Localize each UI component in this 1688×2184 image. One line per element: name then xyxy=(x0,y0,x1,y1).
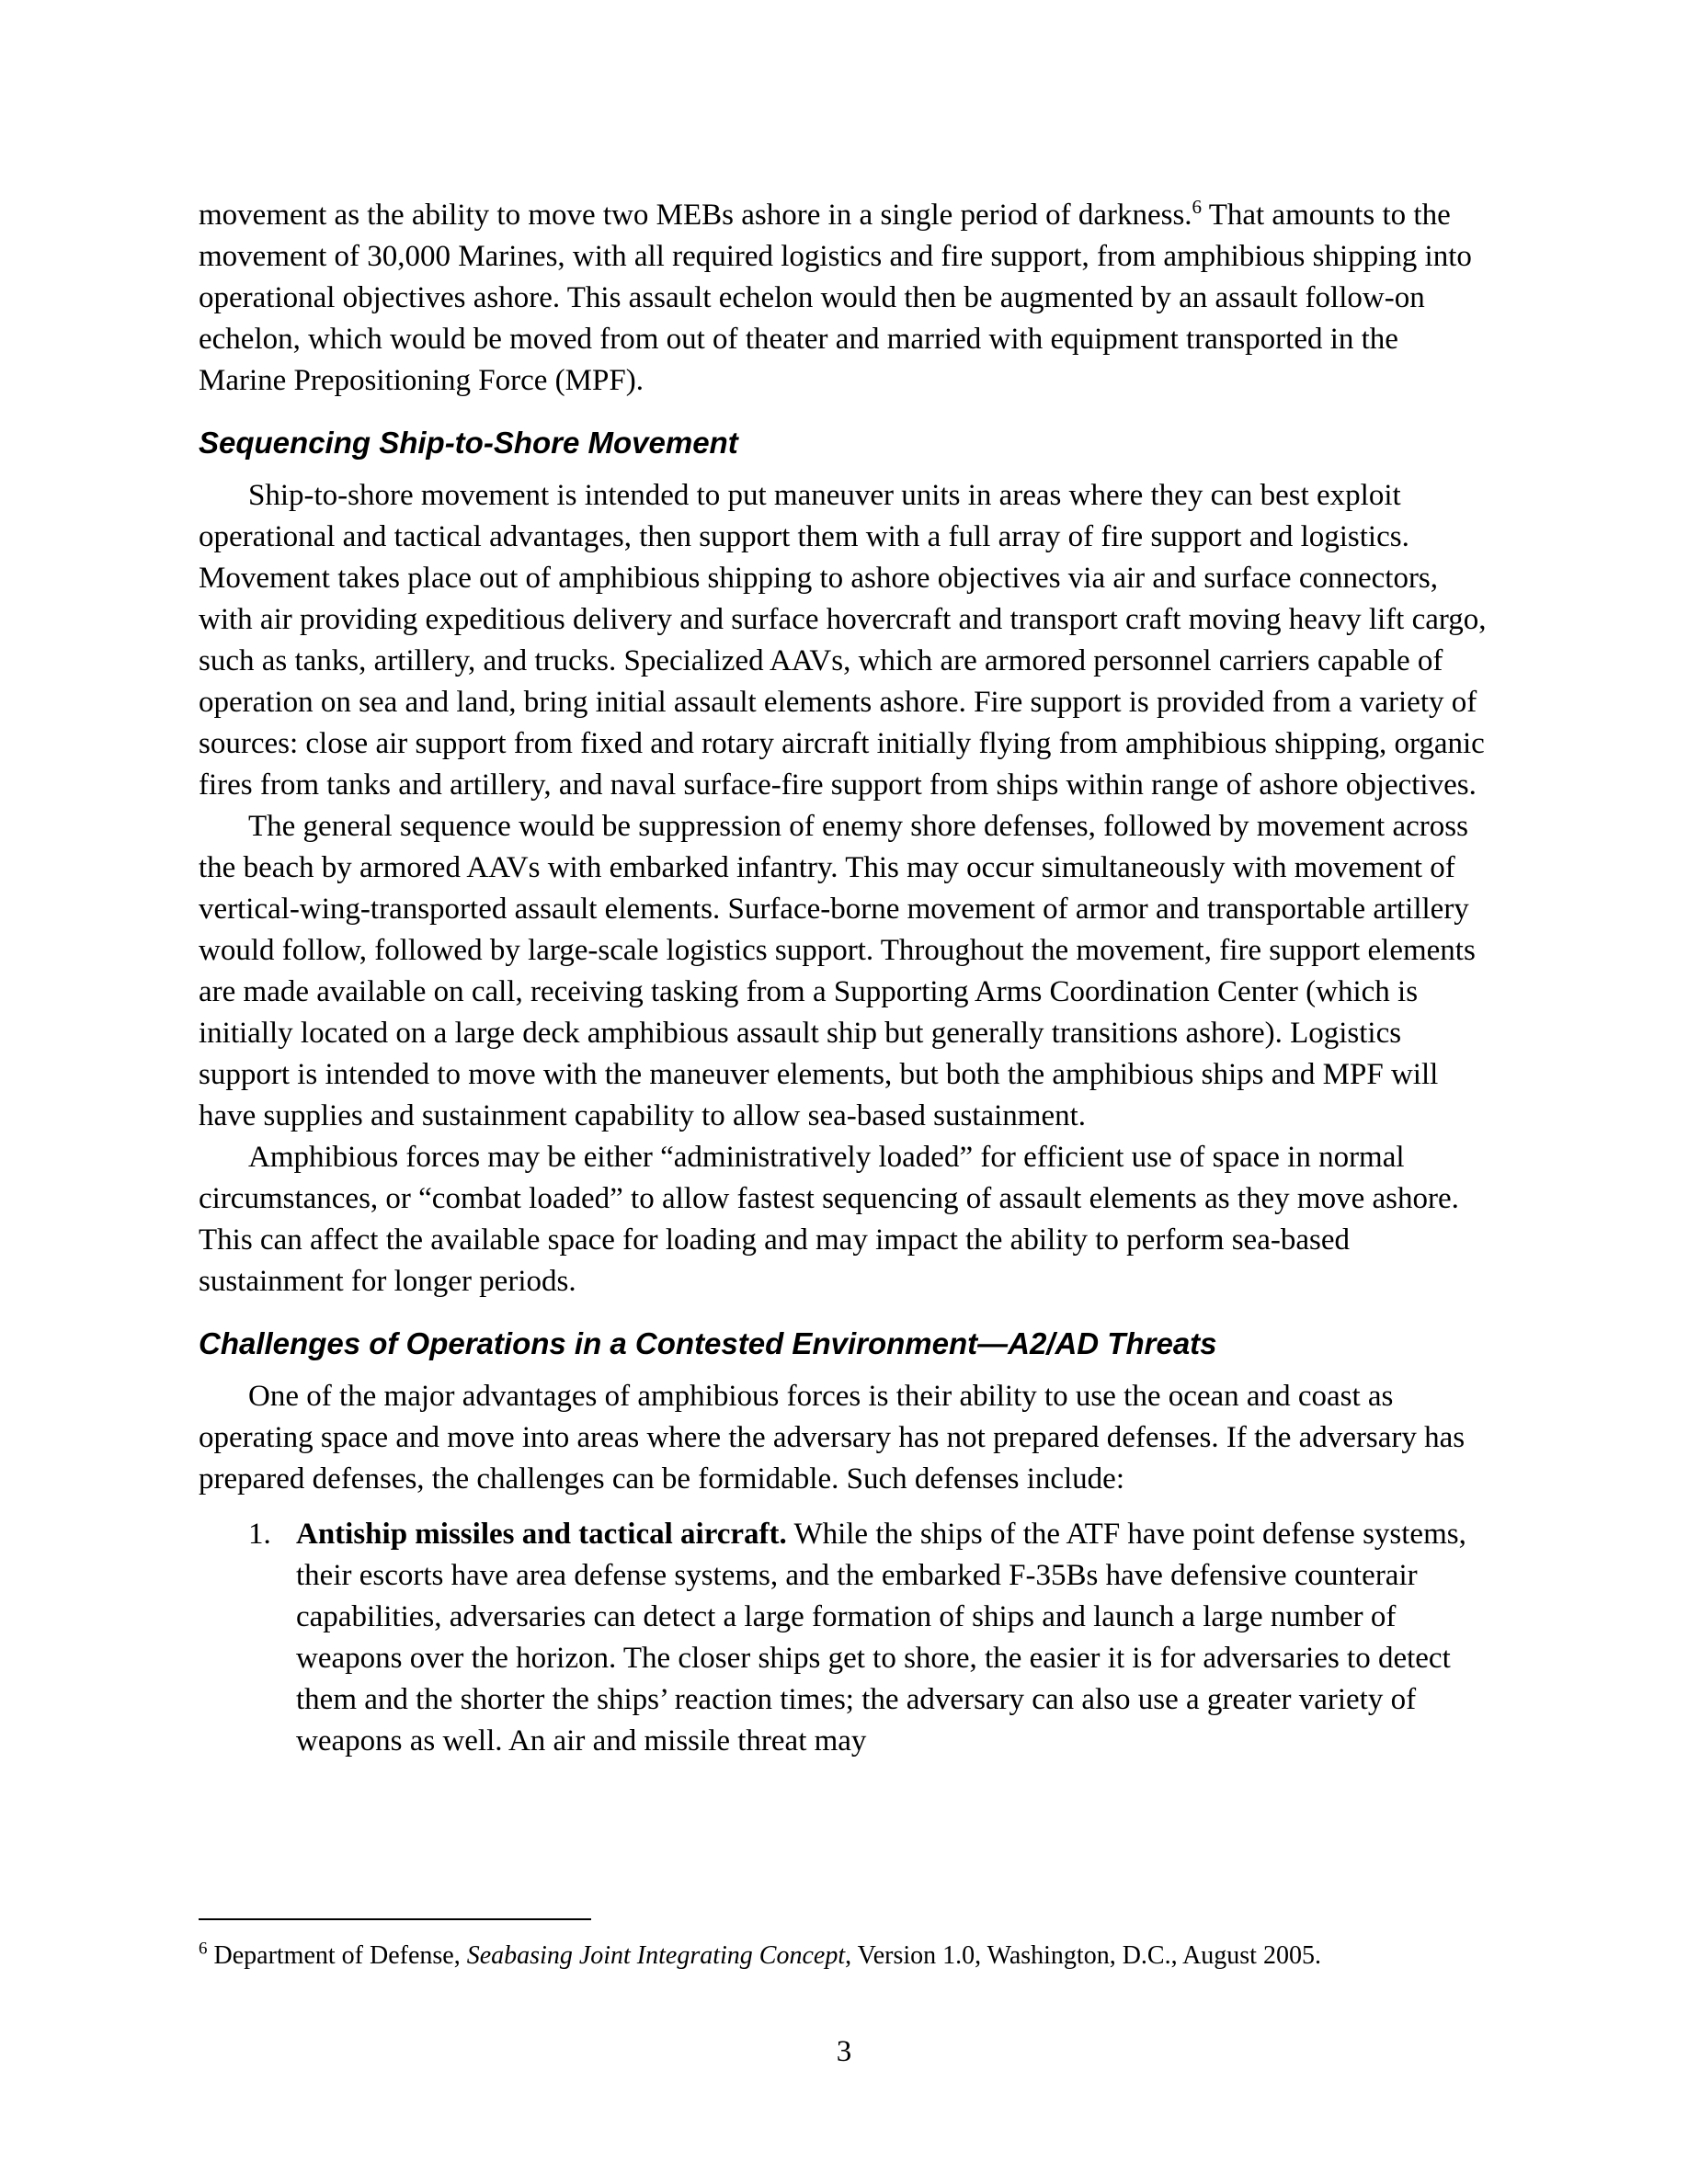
list-item-text: While the ships of the ATF have point defense systems, their escorts have area defense systems, and the embarked F-35Bs have defensive counterair capabilities, adversaries can detect a large formation of ships and launch a large number of weapons over the horizon. The closer ships get to shore, the easier it is for adversaries to detect them and the shorter the ships’ reaction times; the adversary can also use a greater variety of weapons as well. An air and missile threat may xyxy=(296,1518,1466,1757)
paragraph-3: The general sequence would be suppression of enemy shore defenses, followed by movement across the beach by armored AAVs with embarked infantry. This may occur simultaneously with movement of vertical-wing-transported assault elements. Surface-borne movement of armor and transportable artillery would follow, followed by large-scale logistics support. Throughout the movement, fire support elements are made available on call, receiving tasking from a Supporting Arms Coordination Center (which is initially located on a large deck amphibious assault ship but generally transitions ashore). Logistics support is intended to move with the maneuver elements, but both the amphibious ships and MPF will have supplies and sustainment capability to allow sea-based sustainment. xyxy=(199,810,1476,1132)
footnote-ref-6: 6 xyxy=(1192,196,1203,218)
paragraph-4: Amphibious forces may be either “administratively loaded” for efficient use of space in normal circumstances, or “combat loaded” to allow fastest sequencing of assault elements as they move ashore. This can affect the available space for loading and may impact the ability to perform sea-based sustainment for longer periods. xyxy=(199,1141,1459,1298)
paragraph-5: One of the major advantages of amphibious forces is their ability to use the ocean and coast as operating space and move into areas where the adversary has not prepared defenses. If the adversary has prepared defenses, the challenges can be formidable. Such defenses include: xyxy=(199,1380,1466,1496)
page-number: 3 xyxy=(836,2035,852,2068)
paragraph-1: movement as the ability to move two MEBs ashore in a single period of darkness.$^6$ That amounts to the movement of 30,000 Marines, with all required logistics and fire support, from amphibious shipping into operational objectives ashore. This assault echelon would then be augmented by an assault follow-on echelon, which would be moved from out of theater and married with equipment transported in the Marine Prepositioning Force (MPF). xyxy=(199,196,1472,397)
section-heading-challenges: Challenges of Operations in a Contested Environment—A2/AD Threats xyxy=(199,1326,1217,1360)
footnote-title: Seabasing Joint Integrating Concept xyxy=(466,1941,846,1970)
section-heading-sequencing: Sequencing Ship-to-Shore Movement xyxy=(199,426,738,460)
footnote-divider xyxy=(199,1918,591,1920)
paragraph-2: Ship-to-shore movement is intended to put maneuver units in areas where they can best exploit operational and tactical advantages, then support them with a full array of fire support and logistics. Movement takes place out of amphibious shipping to ashore objectives via air and surface connectors, with air providing expeditious delivery and surface hovercraft and transport craft moving heavy lift cargo, such as tanks, artillery, and trucks. Specialized AAVs, which are armored personnel carriers capable of operation on sea and land, bring initial assault elements ashore. Fire support is provided from a variety of sources: close air support from fixed and rotary aircraft initially flying from amphibious shipping, organic fires from tanks and artillery, and naval surface-fire support from ships within range of ashore objectives. xyxy=(199,479,1487,802)
defenses-list xyxy=(199,1514,1489,1762)
list-item-title: Antiship missiles and tactical aircraft. xyxy=(296,1518,787,1551)
list-item xyxy=(199,1514,1489,1762)
footnote: $^6$ Department of Defense, Seabasing Joint Integrating Concept, Version 1.0, Washington, D.C., August 2005. xyxy=(199,1939,1321,1970)
list-item-number: 1. xyxy=(248,1518,271,1551)
footnote-number: 6 xyxy=(199,1939,208,1959)
page-body xyxy=(199,195,1489,1762)
